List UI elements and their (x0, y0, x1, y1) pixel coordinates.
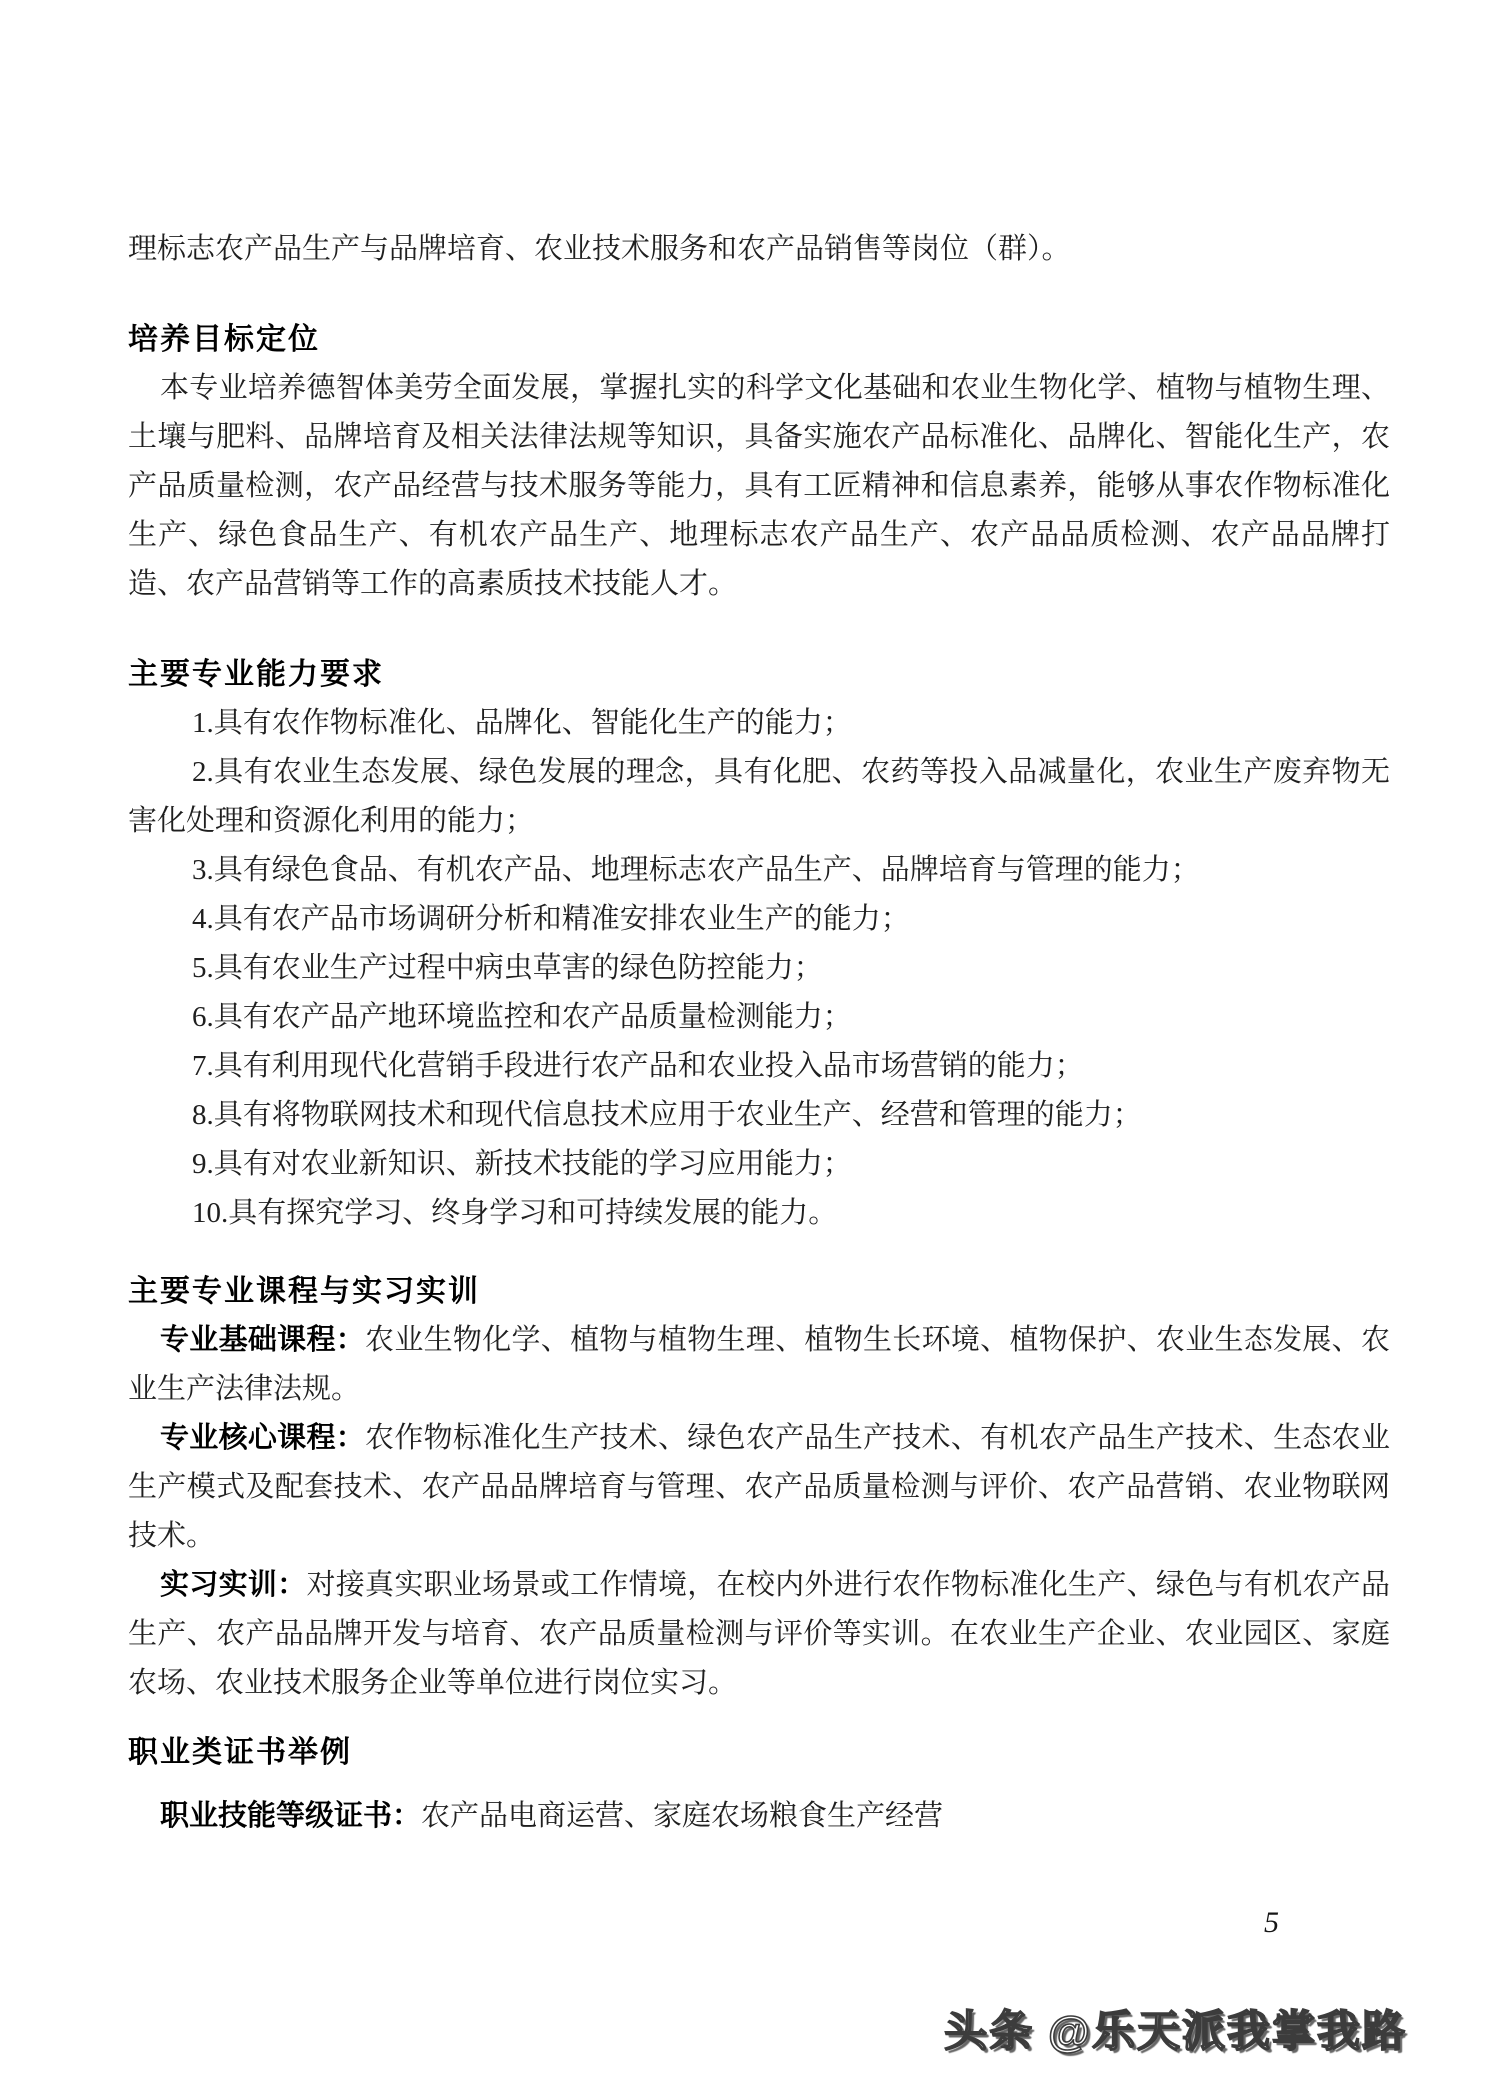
core-courses-paragraph (128, 1414, 1390, 1561)
internship-paragraph (128, 1561, 1390, 1708)
list-item (128, 944, 1390, 993)
list-item (128, 748, 1390, 846)
certificates-paragraph (128, 1792, 1390, 1841)
list-item (128, 1189, 1390, 1238)
list-item (128, 846, 1390, 895)
list-item (128, 993, 1390, 1042)
list-item-text: 具有农产品产地环境监控和农产品质量检测能力； (213, 1001, 852, 1033)
section-heading-courses-and-training: 主要专业课程与实习实训 (128, 1275, 480, 1308)
list-item-text: 具有探究学习、终身学习和可持续发展的能力。 (228, 1197, 838, 1229)
page-number: 5 (1264, 1906, 1279, 1939)
certificates-label: 职业技能等级证书： (160, 1800, 422, 1832)
intro-paragraph: 理标志农产品生产与品牌培育、农业技术服务和农产品销售等岗位（群）。 (128, 233, 1071, 265)
list-item-number: 9. (192, 1148, 214, 1180)
list-item-number: 2. (192, 756, 214, 788)
ability-requirements-list (128, 699, 1390, 1238)
core-courses-text: 农作物标准化生产技术、绿色农产品生产技术、有机农产品生产技术、生态农业生产模式及配套技术、农产品品牌培育与管理、农产品质量检测与评价、农产品营销、农业物联网技术。 (128, 1422, 1390, 1552)
list-item-text: 具有对农业新知识、新技术技能的学习应用能力； (213, 1148, 852, 1180)
list-item-number: 4. (192, 903, 214, 935)
list-item (128, 1091, 1390, 1140)
section-heading-certificates: 职业类证书举例 (128, 1736, 352, 1769)
list-item-text: 具有绿色食品、有机农产品、地理标志农产品生产、品牌培育与管理的能力； (213, 854, 1200, 886)
list-item (128, 699, 1390, 748)
list-item-number: 6. (192, 1001, 214, 1033)
list-item-number: 10. (192, 1197, 229, 1229)
list-item-text: 具有农业生产过程中病虫草害的绿色防控能力； (213, 952, 823, 984)
core-courses-label: 专业核心课程： (160, 1422, 366, 1454)
basic-courses-label: 专业基础课程： (160, 1324, 366, 1356)
watermark-text: 头条 @乐天派我掌我路 (944, 2008, 1407, 2056)
list-item-number: 8. (192, 1099, 214, 1131)
internship-text: 对接真实职业场景或工作情境，在校内外进行农作物标准化生产、绿色与有机农产品生产、农产品品牌开发与培育、农产品质量检测与评价等实训。在农业生产企业、农业园区、家庭农场、农业技术服务企业等单位进行岗位实习。 (128, 1569, 1390, 1699)
section-heading-training-objective: 培养目标定位 (128, 323, 320, 356)
list-item (128, 1140, 1390, 1189)
internship-label: 实习实训： (160, 1569, 307, 1601)
basic-courses-paragraph (128, 1316, 1390, 1414)
list-item-text: 具有将物联网技术和现代信息技术应用于农业生产、经营和管理的能力； (213, 1099, 1142, 1131)
training-objective-paragraph: 本专业培养德智体美劳全面发展，掌握扎实的科学文化基础和农业生物化学、植物与植物生理、土壤与肥料、品牌培育及相关法律法规等知识，具备实施农产品标准化、品牌化、智能化生产，农产品质量检测，农产品经营与技术服务等能力，具有工匠精神和信息素养，能够从事农作物标准化生产、绿色食品生产、有机农产品生产、地理标志农产品生产、农产品品质检测、农产品品牌打造、农产品营销等工作的高素质技术技能人才。 (128, 372, 1390, 600)
section-heading-ability-requirements: 主要专业能力要求 (128, 658, 384, 691)
certificates-text: 农产品电商运营、家庭农场粮食生产经营 (421, 1800, 944, 1832)
list-item (128, 1042, 1390, 1091)
list-item-text: 具有利用现代化营销手段进行农产品和农业投入品市场营销的能力； (213, 1050, 1084, 1082)
list-item-text: 具有农产品市场调研分析和精准安排农业生产的能力； (213, 903, 910, 935)
list-item-number: 3. (192, 854, 214, 886)
list-item (128, 895, 1390, 944)
list-item-number: 1. (192, 707, 214, 739)
list-item-number: 7. (192, 1050, 214, 1082)
list-item-number: 5. (192, 952, 214, 984)
basic-courses-text: 农业生物化学、植物与植物生理、植物生长环境、植物保护、农业生态发展、农业生产法律法规。 (128, 1324, 1390, 1405)
courses-paragraphs (128, 1316, 1390, 1708)
list-item-text: 具有农业生态发展、绿色发展的理念，具有化肥、农药等投入品减量化，农业生产废弃物无害化处理和资源化利用的能力； (128, 756, 1390, 837)
list-item-text: 具有农作物标准化、品牌化、智能化生产的能力； (213, 707, 852, 739)
